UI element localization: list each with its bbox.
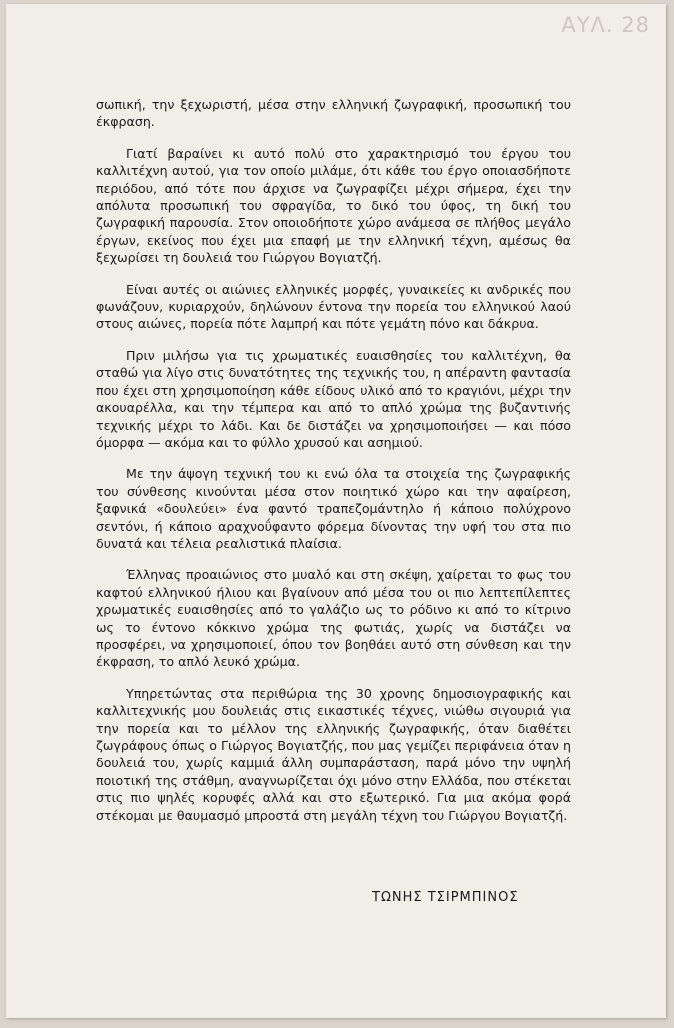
document-page: [6, 4, 666, 1018]
essay-body: [96, 96, 571, 838]
paragraph-7: Υπηρετώντας στα περιθώρια της 30 χρονης δημοσιογραφικής και καλλιτεχνικής μου δουλειάς στις εικαστικές τέχνες, νιώθω σιγουριά για την πορεία και το μέλλον της ελληνικής ζωγραφικής, όταν διαθέτει ζωγράφους όπως ο Γιώργος Βογιατζής, που μας γεμίζει περιφάνεια όταν η δουλειά του, χωρίς καμμιά άλλη συμπαράσταση, παρά μόνο την υψηλή ποιοτική της στάθμη, αναγνωρίζεται όχι μόνο στην Ελλάδα, που στέκεται στις πιο ψηλές κορυφές αλλά και στο εξωτερικό. Για μια ακόμα φορά στέκομαι με θαυμασμό μπροστά στη μεγάλη τέχνη του Γιώργου Βογιατζή.: [96, 685, 571, 823]
archive-pencil-annotation: ΑΥΛ. 28: [561, 13, 650, 37]
paragraph-4: Πριν μιλήσω για τις χρωματικές ευαισθησίες του καλλιτέχνη, θα σταθώ για λίγο στις δυνατότητες της τεχνικής του, η απέραντη φαντασία που έχει στη χρησιμοποίηση κάθε είδους υλικό από το κραγιόνι, μέχρι την ακουαρέλλα, και την τέμπερα και από το απλό χρώμα της βυζαντινής τεχνικής μέχρι το λάδι. Και δε διστάζει να χρησιμοποιήσει — και πόσο όμορφα — ακόμα και το φύλλο χρυσού και ασημιού.: [96, 347, 571, 450]
paragraph-3: Είναι αυτές οι αιώνιες ελληνικές μορφές, γυναικείες κι ανδρικές που φωνάζουν, κυριαρχούν, δηλώνουν έντονα την πορεία του ελληνικού λαού στους αιώνες, πορεία πότε λαμπρή και πότε γεμάτη πόνο και δάκρυα.: [96, 281, 571, 332]
author-signature: ΤΩΝΗΣ ΤΣΙΡΜΠΙΝΟΣ: [372, 890, 519, 905]
paragraph-5: Με την άψογη τεχνική του κι ενώ όλα τα στοιχεία της ζωγραφικής του σύνθεσης κινούνται μέσα στον ποιητικό χώρο και την αφαίρεση, ξαφνικά «δουλεύει» ένα φαντό τραπεζομάντηλο ή κάποιο πολύχρονο σεντόνι, ή κάποιο αραχνοΰφαντο φόρεμα δίνοντας την υφή του στα πιο δυνατά και τέλεια ρεαλιστικά πλαίσια.: [96, 466, 571, 551]
paragraph-2: Γιατί βαραίνει κι αυτό πολύ στο χαρακτηρισμό του έργου του καλλιτέχνη αυτού, για τον οποίο μιλάμε, ότι κάθε του έργο οποιασδήποτε περιόδου, από τότε που άρχισε να ζωγραφίζει μέχρι σήμερα, έχει την απόλυτα προσωπική του σφραγίδα, το δικό του ύφος, τη δική του ζωγραφική παρουσία. Στον οποιοδήποτε χώρο ανάμεσα σε πλήθος μεγάλο έργων, εκείνος που έχει μια επαφή με την ελληνική τέχνη, αμέσως θα ξεχωρίσει τη δουλειά του Γιώργου Βογιατζή.: [96, 145, 571, 266]
paragraph-6: Έλληνας προαιώνιος στο μυαλό και στη σκέψη, χαίρεται το φως του καφτού ελληνικού ήλιου και βγαίνουν από μέσα του οι πιο λεπτεπίλεπτες χρωματικές ευαισθησίες από το γαλάζιο ως το ρόδινο κι από το κίτρινο ως το έντονο κόκκινο χρώμα της φωτιάς, χωρίς να διστάζει να προσφέρει, να χρησιμοποιεί, όπου τον βοηθάει αυτό στη σύνθεση και την έκφραση, το απλό λευκό χρώμα.: [96, 567, 571, 670]
paragraph-1: σωπική, την ξεχωριστή, μέσα στην ελληνική ζωγραφική, προσωπική του έκφραση.: [96, 97, 571, 130]
